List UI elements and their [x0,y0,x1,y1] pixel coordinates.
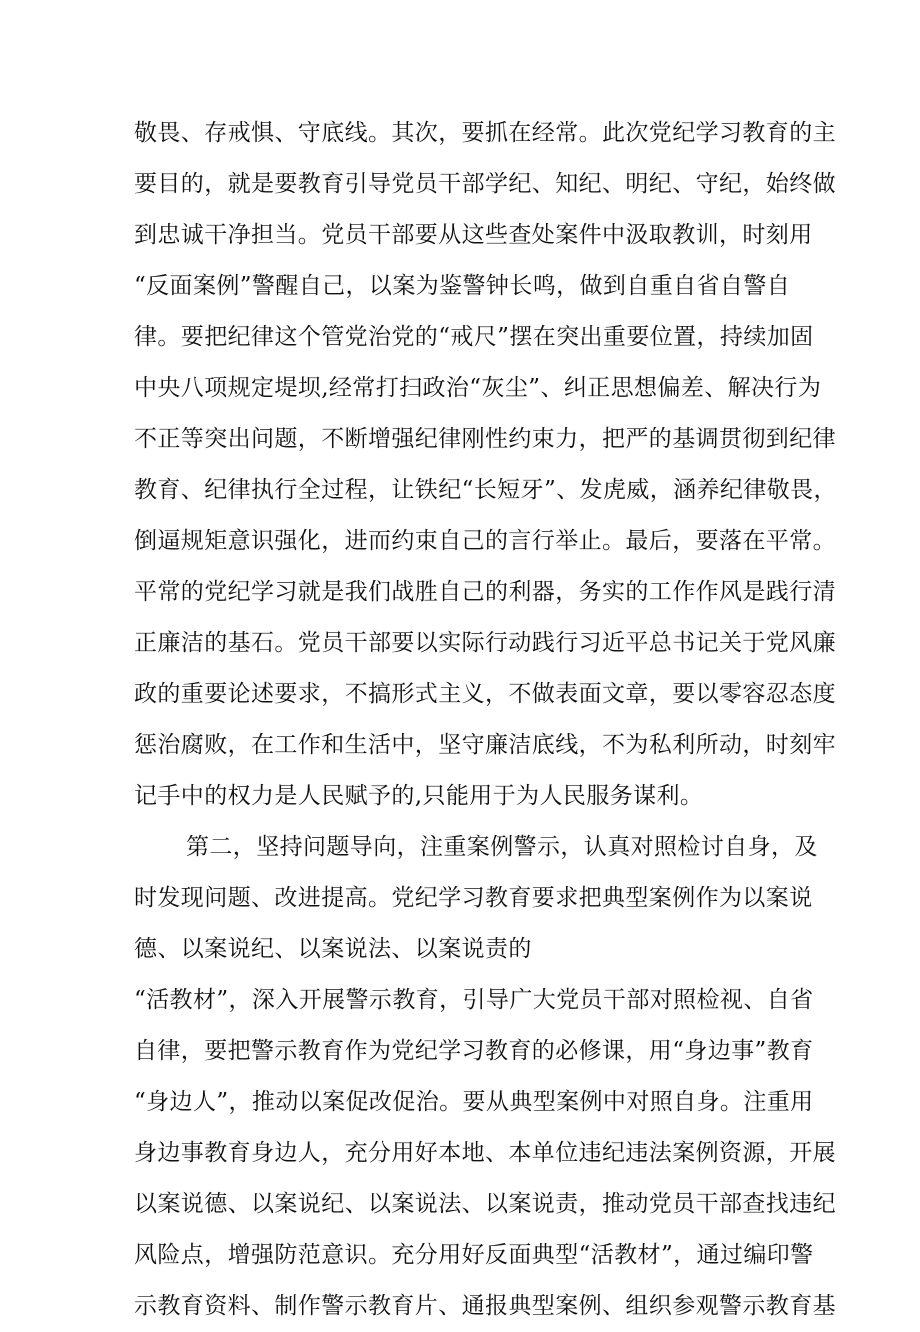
paragraph-start-line: 第二，坚持问题导向，注重案例警示，认真对照检讨自身，及 [186,834,818,860]
text-line: “身边人”，推动以案促改促治。要从典型案例中对照自身。注重用 [134,1089,814,1115]
text-line: 示教育资料、制作警示教育片、通报典型案例、组织参观警示教育基 [134,1293,836,1319]
text-line: 教育、纪律执行全过程，让铁纪“长短牙”、发虎威，涵养纪律敬畏， [134,477,837,503]
text-line: 不正等突出问题，不断增强纪律刚性约束力，把严的基调贯彻到纪律 [134,426,836,452]
text-line: 倒逼规矩意识强化，进而约束自己的言行举止。最后，要落在平常。 [134,528,836,554]
text-line: 身边事教育身边人，充分用好本地、本单位违纪违法案例资源，开展 [134,1140,836,1166]
text-line: 惩治腐败，在工作和生活中，坚守廉洁底线，不为私利所动，时刻牢 [134,732,836,758]
text-line: “活教材”，深入开展警示教育，引导广大党员干部对照检视、自省 [134,987,814,1013]
text-line: 中央八项规定堤坝,经常打扫政治“灰尘”、纠正思想偏差、解决行为 [134,375,822,401]
text-line: 到忠诚干净担当。党员干部要从这些查处案件中汲取教训，时刻用 [134,222,813,248]
text-line: 记手中的权力是人民赋予的,只能用于为人民服务谋利。 [134,783,704,809]
text-line: 时发现问题、改进提高。党纪学习教育要求把典型案例作为以案说 [134,885,813,911]
text-line: 德、以案说纪、以案说法、以案说责的 [134,936,532,962]
text-line: 平常的党纪学习就是我们战胜自己的利器，务实的工作作风是践行清 [134,579,836,605]
text-line: 敬畏、存戒惧、守底线。其次，要抓在经常。此次党纪学习教育的主 [134,120,836,146]
text-line: 以案说德、以案说纪、以案说法、以案说责，推动党员干部查找违纪 [134,1191,836,1217]
text-line: 自律，要把警示教育作为党纪学习教育的必修课，用“身边事”教育 [134,1038,814,1064]
text-line: 风险点，增强防范意识。充分用好反面典型“活教材”，通过编印警 [134,1242,814,1268]
text-line: 律。要把纪律这个管党治党的“戒尺”摆在突出重要位置，持续加固 [134,324,814,350]
text-line: “反面案例”警醒自己，以案为鉴警钟长鸣，做到自重自省自警自 [134,273,791,299]
text-line: 政的重要论述要求，不搞形式主义，不做表面文章，要以零容忍态度 [134,681,836,707]
body-text [134,108,837,1332]
text-line: 要目的，就是要教育引导党员干部学纪、知纪、明纪、守纪，始终做 [134,171,836,197]
text-line: 正廉洁的基石。党员干部要以实际行动践行习近平总书记关于党风廉 [134,630,836,656]
